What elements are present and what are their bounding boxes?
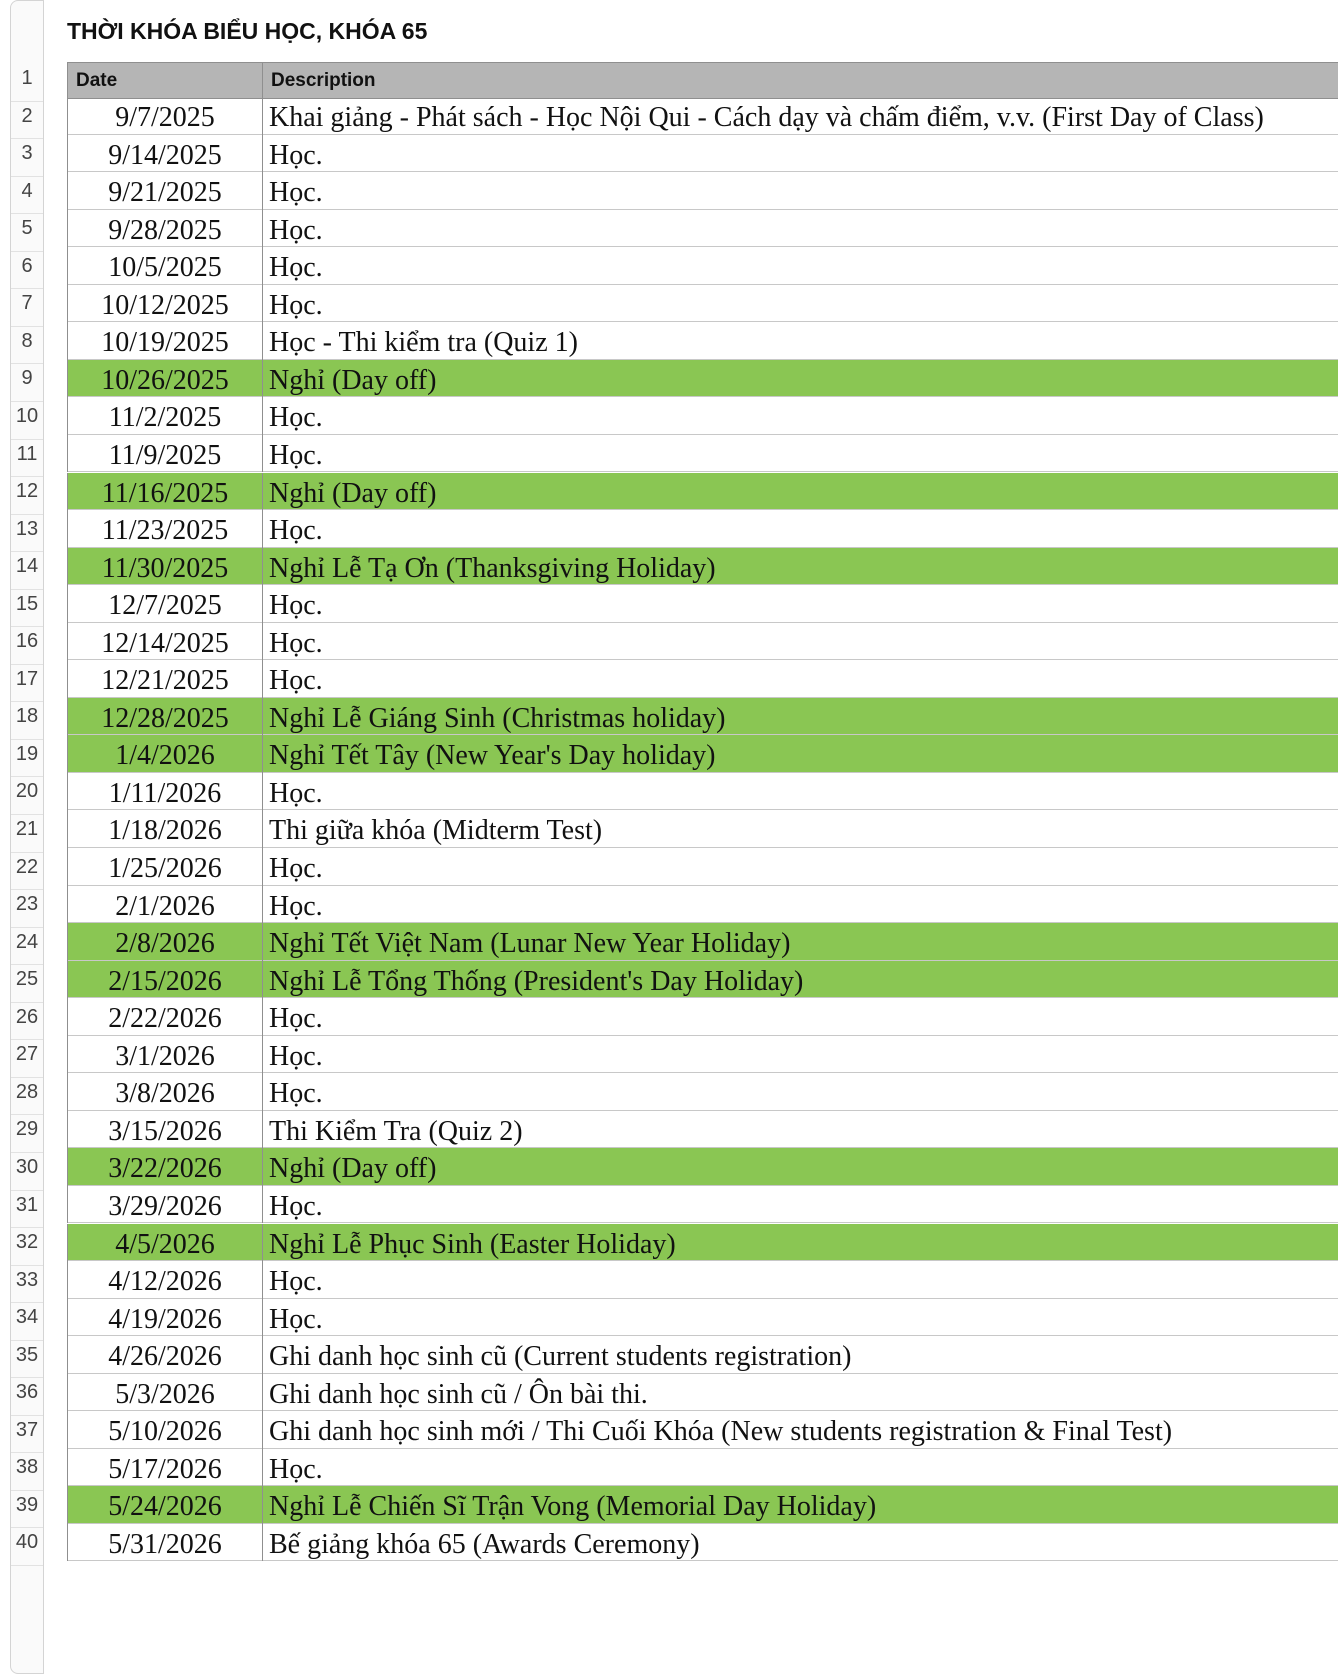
row-number[interactable]: 39 bbox=[15, 1493, 39, 1516]
date-cell[interactable]: 5/31/2026 bbox=[67, 1524, 262, 1562]
description-cell[interactable]: Khai giảng - Phát sách - Học Nội Qui - Cách dạy và chấm điểm, v.v. (First Day of Class) bbox=[262, 97, 1338, 135]
description-cell[interactable]: Học. bbox=[262, 510, 1338, 548]
row-number[interactable]: 30 bbox=[15, 1155, 39, 1178]
row-number-divider bbox=[11, 589, 43, 590]
row-number[interactable]: 15 bbox=[15, 592, 39, 615]
row-number[interactable]: 14 bbox=[15, 555, 39, 578]
row-number-divider bbox=[11, 288, 43, 289]
row-number-divider bbox=[11, 476, 43, 477]
table-row[interactable] bbox=[67, 886, 1338, 924]
date-cell[interactable]: 2/1/2026 bbox=[67, 886, 262, 924]
row-number-divider bbox=[11, 1340, 43, 1341]
table-row[interactable] bbox=[67, 1073, 1338, 1111]
description-cell[interactable]: Học. bbox=[262, 1261, 1338, 1299]
row-number-divider bbox=[11, 1152, 43, 1153]
date-cell[interactable]: 3/29/2026 bbox=[67, 1186, 262, 1224]
row-number-divider bbox=[11, 176, 43, 177]
table-row[interactable] bbox=[67, 1148, 1338, 1186]
table-row[interactable] bbox=[67, 923, 1338, 961]
date-cell[interactable]: 9/14/2025 bbox=[67, 135, 262, 173]
description-cell[interactable]: Nghỉ (Day off) bbox=[262, 473, 1338, 511]
row-number-divider bbox=[11, 664, 43, 665]
row-number[interactable]: 3 bbox=[21, 142, 33, 165]
description-cell[interactable]: Nghỉ Lễ Chiến Sĩ Trận Vong (Memorial Day Holiday) bbox=[262, 1486, 1338, 1524]
description-cell[interactable]: Thi giữa khóa (Midterm Test) bbox=[262, 810, 1338, 848]
table-row[interactable] bbox=[67, 1186, 1338, 1224]
row-number[interactable]: 36 bbox=[15, 1381, 39, 1404]
table-row[interactable] bbox=[67, 1111, 1338, 1149]
row-number-divider bbox=[11, 213, 43, 214]
row-number[interactable]: 22 bbox=[15, 855, 39, 878]
description-cell[interactable]: Học. bbox=[262, 397, 1338, 435]
row-number-divider bbox=[11, 439, 43, 440]
row-number[interactable]: 29 bbox=[15, 1118, 39, 1141]
date-cell[interactable]: 1/25/2026 bbox=[67, 848, 262, 886]
row-number-divider bbox=[11, 889, 43, 890]
row-number[interactable]: 10 bbox=[15, 404, 39, 427]
date-cell[interactable]: 10/12/2025 bbox=[67, 285, 262, 323]
description-cell[interactable]: Học. bbox=[262, 172, 1338, 210]
description-cell[interactable]: Nghỉ Lễ Tạ Ơn (Thanksgiving Holiday) bbox=[262, 548, 1338, 586]
description-cell[interactable]: Học. bbox=[262, 623, 1338, 661]
table-row[interactable] bbox=[67, 97, 1338, 135]
date-cell[interactable]: 3/15/2026 bbox=[67, 1111, 262, 1149]
date-cell[interactable]: 1/11/2026 bbox=[67, 773, 262, 811]
row-number-divider bbox=[11, 626, 43, 627]
row-number-divider bbox=[11, 326, 43, 327]
description-cell[interactable]: Học. bbox=[262, 1449, 1338, 1487]
sheet-title: THỜI KHÓA BIỂU HỌC, KHÓA 65 bbox=[67, 18, 428, 44]
date-cell[interactable]: 10/5/2025 bbox=[67, 247, 262, 285]
row-number[interactable]: 25 bbox=[15, 968, 39, 991]
row-number-divider bbox=[11, 1077, 43, 1078]
row-number[interactable]: 37 bbox=[15, 1418, 39, 1441]
row-number[interactable]: 26 bbox=[15, 1005, 39, 1028]
table-row[interactable] bbox=[67, 1374, 1338, 1412]
date-cell[interactable]: 12/21/2025 bbox=[67, 660, 262, 698]
description-cell[interactable]: Học. bbox=[262, 848, 1338, 886]
row-number[interactable]: 8 bbox=[21, 329, 33, 352]
column-header-date[interactable]: Date bbox=[67, 63, 262, 98]
date-cell[interactable]: 10/26/2025 bbox=[67, 360, 262, 398]
date-cell[interactable]: 4/26/2026 bbox=[67, 1336, 262, 1374]
description-cell[interactable]: Học. bbox=[262, 585, 1338, 623]
table-row[interactable] bbox=[67, 510, 1338, 548]
column-header-description[interactable]: Description bbox=[262, 63, 1338, 98]
table-row[interactable] bbox=[67, 1336, 1338, 1374]
row-number[interactable]: 19 bbox=[15, 742, 39, 765]
row-number[interactable]: 20 bbox=[15, 780, 39, 803]
description-cell[interactable]: Học - Thi kiểm tra (Quiz 1) bbox=[262, 322, 1338, 360]
row-number[interactable]: 31 bbox=[15, 1193, 39, 1216]
description-cell[interactable]: Ghi danh học sinh cũ (Current students registration) bbox=[262, 1336, 1338, 1374]
header-row bbox=[67, 62, 1338, 99]
row-number-divider bbox=[11, 1527, 43, 1528]
description-cell[interactable]: Học. bbox=[262, 1186, 1338, 1224]
row-number-divider bbox=[11, 138, 43, 139]
table-row[interactable] bbox=[67, 1224, 1338, 1262]
row-number[interactable]: 18 bbox=[15, 705, 39, 728]
row-number[interactable]: 24 bbox=[15, 930, 39, 953]
table-row[interactable] bbox=[67, 961, 1338, 999]
date-cell[interactable]: 10/19/2025 bbox=[67, 322, 262, 360]
row-number[interactable]: 11 bbox=[16, 442, 38, 465]
description-cell[interactable]: Học. bbox=[262, 285, 1338, 323]
row-number-divider bbox=[11, 401, 43, 402]
row-number-divider bbox=[11, 1452, 43, 1453]
row-number-divider bbox=[11, 1227, 43, 1228]
table-row[interactable] bbox=[67, 1524, 1338, 1562]
row-number-divider bbox=[11, 927, 43, 928]
date-cell[interactable]: 12/14/2025 bbox=[67, 623, 262, 661]
row-number-divider bbox=[11, 1190, 43, 1191]
date-cell[interactable]: 12/7/2025 bbox=[67, 585, 262, 623]
row-number-divider bbox=[11, 1265, 43, 1266]
row-number[interactable]: 35 bbox=[15, 1343, 39, 1366]
table-row[interactable] bbox=[67, 1036, 1338, 1074]
table-row[interactable] bbox=[67, 998, 1338, 1036]
row-number-divider bbox=[11, 1377, 43, 1378]
row-number-divider bbox=[11, 1039, 43, 1040]
date-cell[interactable]: 4/19/2026 bbox=[67, 1299, 262, 1337]
description-cell[interactable]: Học. bbox=[262, 210, 1338, 248]
description-cell[interactable]: Học. bbox=[262, 660, 1338, 698]
date-cell[interactable]: 11/2/2025 bbox=[67, 397, 262, 435]
date-cell[interactable]: 2/15/2026 bbox=[67, 961, 262, 999]
date-cell[interactable]: 9/21/2025 bbox=[67, 172, 262, 210]
row-number-divider bbox=[11, 852, 43, 853]
description-cell[interactable]: Học. bbox=[262, 435, 1338, 473]
table-row[interactable] bbox=[67, 660, 1338, 698]
table-row[interactable] bbox=[67, 810, 1338, 848]
table-row[interactable] bbox=[67, 1411, 1338, 1449]
table-row[interactable] bbox=[67, 397, 1338, 435]
date-cell[interactable]: 11/23/2025 bbox=[67, 510, 262, 548]
table-row[interactable] bbox=[67, 247, 1338, 285]
table-row[interactable] bbox=[67, 322, 1338, 360]
date-cell[interactable]: 2/22/2026 bbox=[67, 998, 262, 1036]
row-number[interactable]: 1 bbox=[21, 67, 33, 89]
description-cell[interactable]: Học. bbox=[262, 1036, 1338, 1074]
date-cell[interactable]: 5/3/2026 bbox=[67, 1374, 262, 1412]
description-cell[interactable]: Học. bbox=[262, 886, 1338, 924]
description-cell[interactable]: Nghỉ Lễ Tổng Thống (President's Day Holiday) bbox=[262, 961, 1338, 999]
row-number[interactable]: 2 bbox=[21, 104, 33, 127]
row-number[interactable]: 7 bbox=[21, 292, 33, 315]
date-cell[interactable]: 4/5/2026 bbox=[67, 1224, 262, 1262]
table-row[interactable] bbox=[67, 1486, 1338, 1524]
date-cell[interactable]: 5/24/2026 bbox=[67, 1486, 262, 1524]
row-number[interactable]: 6 bbox=[21, 254, 33, 277]
row-number[interactable]: 28 bbox=[15, 1080, 39, 1103]
description-cell[interactable]: Học. bbox=[262, 247, 1338, 285]
table-row[interactable] bbox=[67, 735, 1338, 773]
description-cell[interactable]: Học. bbox=[262, 135, 1338, 173]
table-row[interactable] bbox=[67, 1299, 1338, 1337]
table-row[interactable] bbox=[67, 172, 1338, 210]
description-cell[interactable]: Nghỉ (Day off) bbox=[262, 360, 1338, 398]
row-number[interactable]: 23 bbox=[15, 893, 39, 916]
row-number-divider bbox=[11, 101, 43, 102]
row-number[interactable]: 12 bbox=[15, 480, 39, 503]
row-number-divider bbox=[11, 776, 43, 777]
table-row[interactable] bbox=[67, 1449, 1338, 1487]
row-number-divider bbox=[11, 251, 43, 252]
row-number[interactable]: 40 bbox=[15, 1531, 39, 1554]
description-cell[interactable]: Bế giảng khóa 65 (Awards Ceremony) bbox=[262, 1524, 1338, 1562]
row-number[interactable]: 9 bbox=[21, 367, 33, 390]
row-number[interactable]: 33 bbox=[15, 1268, 39, 1291]
description-cell[interactable]: Nghỉ Tết Việt Nam (Lunar New Year Holiday) bbox=[262, 923, 1338, 961]
date-cell[interactable]: 3/22/2026 bbox=[67, 1148, 262, 1186]
date-cell[interactable]: 9/28/2025 bbox=[67, 210, 262, 248]
row-number-divider bbox=[11, 1490, 43, 1491]
description-cell[interactable]: Nghỉ (Day off) bbox=[262, 1148, 1338, 1186]
row-number[interactable]: 13 bbox=[15, 517, 39, 540]
date-cell[interactable]: 11/9/2025 bbox=[67, 435, 262, 473]
date-cell[interactable]: 9/7/2025 bbox=[67, 97, 262, 135]
table-row[interactable] bbox=[67, 848, 1338, 886]
row-number-divider bbox=[11, 1565, 43, 1566]
row-number-divider bbox=[11, 1002, 43, 1003]
table-row[interactable] bbox=[67, 473, 1338, 511]
description-cell[interactable]: Thi Kiểm Tra (Quiz 2) bbox=[262, 1111, 1338, 1149]
row-number[interactable]: 34 bbox=[15, 1306, 39, 1329]
row-number-divider bbox=[11, 739, 43, 740]
row-number-divider bbox=[11, 1114, 43, 1115]
description-cell[interactable]: Nghỉ Lễ Phục Sinh (Easter Holiday) bbox=[262, 1224, 1338, 1262]
date-cell[interactable]: 2/8/2026 bbox=[67, 923, 262, 961]
date-cell[interactable]: 1/18/2026 bbox=[67, 810, 262, 848]
date-cell[interactable]: 4/12/2026 bbox=[67, 1261, 262, 1299]
date-cell[interactable]: 3/8/2026 bbox=[67, 1073, 262, 1111]
row-number-divider bbox=[11, 514, 43, 515]
description-cell[interactable]: Nghỉ Lễ Giáng Sinh (Christmas holiday) bbox=[262, 698, 1338, 736]
date-cell[interactable]: 12/28/2025 bbox=[67, 698, 262, 736]
row-number-gutter bbox=[10, 0, 44, 1674]
row-number[interactable]: 16 bbox=[15, 630, 39, 653]
table-row[interactable] bbox=[67, 435, 1338, 473]
table-row[interactable] bbox=[67, 360, 1338, 398]
row-number[interactable]: 5 bbox=[21, 217, 33, 240]
table-row[interactable] bbox=[67, 585, 1338, 623]
description-cell[interactable]: Học. bbox=[262, 773, 1338, 811]
table-row[interactable] bbox=[67, 773, 1338, 811]
table-row[interactable] bbox=[67, 135, 1338, 173]
description-cell[interactable]: Học. bbox=[262, 1073, 1338, 1111]
table-row[interactable] bbox=[67, 1261, 1338, 1299]
date-cell[interactable]: 5/17/2026 bbox=[67, 1449, 262, 1487]
row-number[interactable]: 21 bbox=[15, 818, 39, 840]
row-number-divider bbox=[11, 551, 43, 552]
row-number-divider bbox=[11, 964, 43, 965]
row-number[interactable]: 27 bbox=[15, 1043, 39, 1066]
row-number[interactable]: 38 bbox=[15, 1456, 39, 1479]
date-cell[interactable]: 11/30/2025 bbox=[67, 548, 262, 586]
table-row[interactable] bbox=[67, 285, 1338, 323]
row-number[interactable]: 4 bbox=[21, 179, 33, 202]
row-number-divider bbox=[11, 363, 43, 364]
table-row[interactable] bbox=[67, 623, 1338, 661]
row-number-divider bbox=[11, 1302, 43, 1303]
date-cell[interactable]: 5/10/2026 bbox=[67, 1411, 262, 1449]
date-cell[interactable]: 3/1/2026 bbox=[67, 1036, 262, 1074]
description-cell[interactable]: Học. bbox=[262, 998, 1338, 1036]
date-cell[interactable]: 1/4/2026 bbox=[67, 735, 262, 773]
description-cell[interactable]: Học. bbox=[262, 1299, 1338, 1337]
table-row[interactable] bbox=[67, 698, 1338, 736]
description-cell[interactable]: Nghỉ Tết Tây (New Year's Day holiday) bbox=[262, 735, 1338, 773]
row-number-divider bbox=[11, 1415, 43, 1416]
row-number[interactable]: 32 bbox=[15, 1231, 39, 1254]
table-row[interactable] bbox=[67, 210, 1338, 248]
description-cell[interactable]: Ghi danh học sinh cũ / Ôn bài thi. bbox=[262, 1374, 1338, 1412]
date-cell[interactable]: 11/16/2025 bbox=[67, 473, 262, 511]
table-row[interactable] bbox=[67, 548, 1338, 586]
row-number[interactable]: 17 bbox=[15, 667, 39, 690]
description-cell[interactable]: Ghi danh học sinh mới / Thi Cuối Khóa (New students registration & Final Test) bbox=[262, 1411, 1338, 1449]
row-number-divider bbox=[11, 814, 43, 815]
row-number-divider bbox=[11, 701, 43, 702]
